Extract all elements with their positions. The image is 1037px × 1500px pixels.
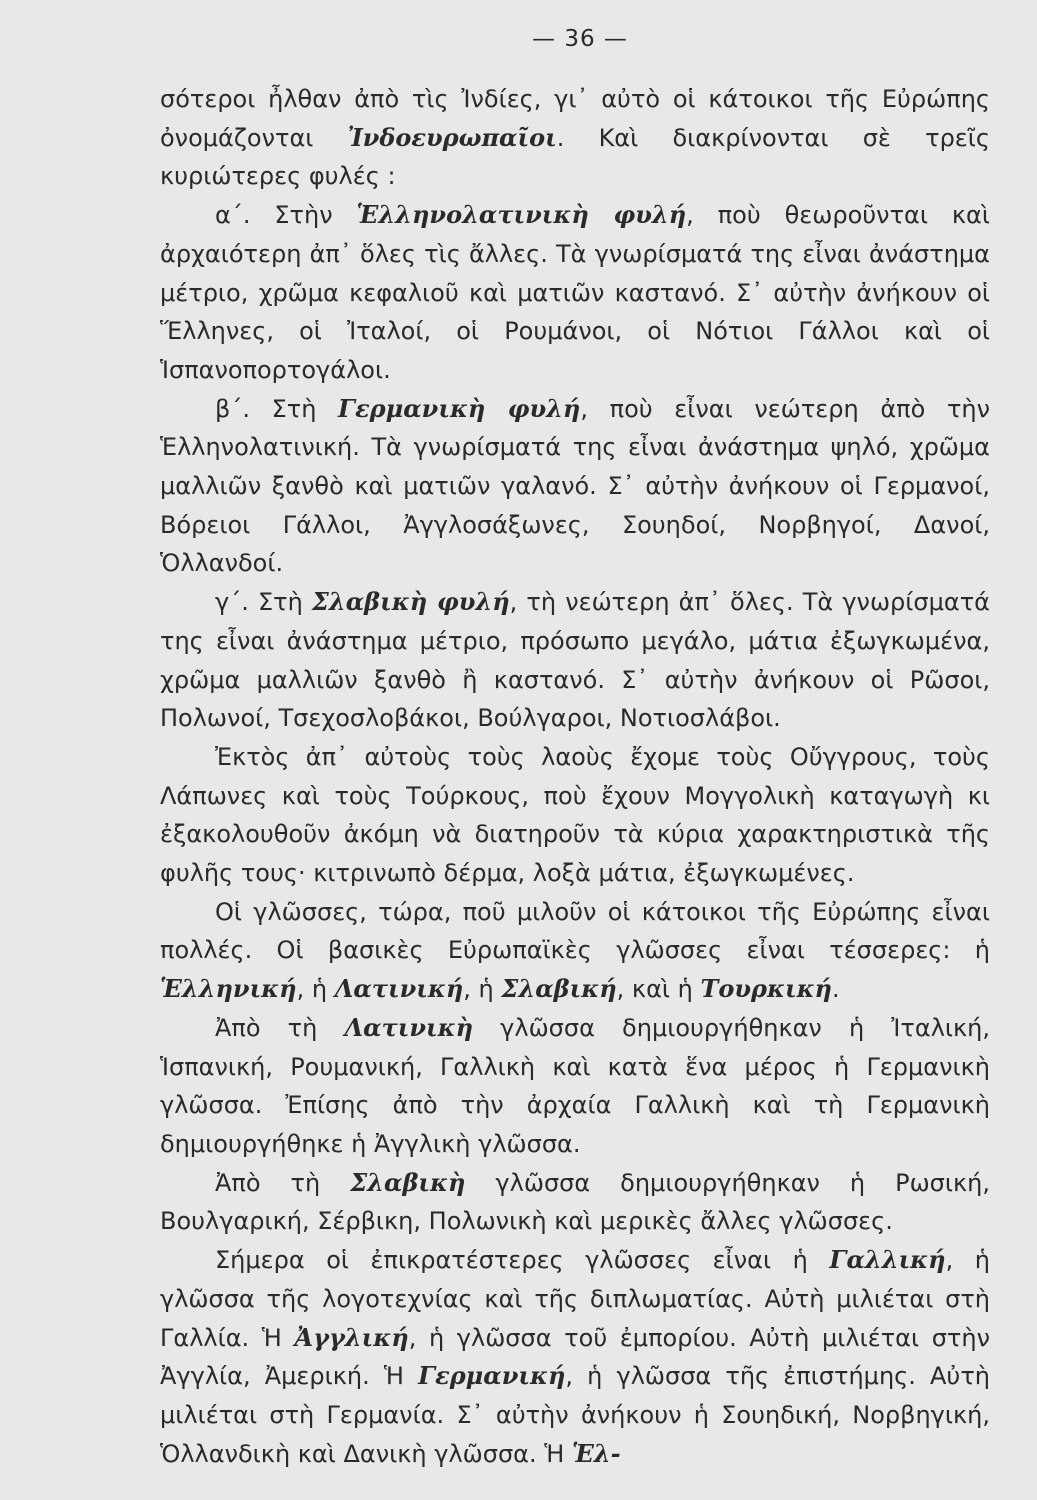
emphasized-term: Σλαβική (501, 974, 617, 1004)
text-run: , τὴ νεώτερη ἀπ᾽ ὅλες. Τὰ γνωρίσματά της εἶναι ἀνάστημα μέτριο, πρόσωπο μεγάλο, μάτια ἐξωγκωμένα, χρῶμα μαλλιῶν ξανθὸ ἢ καστανό. Σ᾽ αὐτὴν ἀνήκουν οἱ Ρῶσοι, Πολωνοί, Τσεχοσλοβάκοι, Βούλγαροι, Νοτιοσλάβοι. (160, 588, 990, 733)
text-run: , ἡ γλῶσσα τοῦ ἐμπορίου. Αὐτὴ μιλιέται στὴν Ἀγγλία, Ἀμερική. Ἡ (160, 1323, 990, 1391)
emphasized-term: Λατινικὴ (344, 1012, 474, 1042)
text-run: Οἱ γλῶσσες, τώρα, ποῦ μιλοῦν οἱ κάτοικοι τῆς Εὐρώπης εἶναι πολλές. Οἱ βασικὲς Εὐρωπαϊκὲς γλῶσσες εἶναι τέσσερες: ἡ (160, 897, 990, 965)
text-run: β΄. Στὴ (215, 394, 339, 423)
emphasized-term: Ἰνδοευρωπαῖοι (347, 122, 557, 152)
emphasized-term: Λατινική (334, 974, 464, 1004)
paragraph (160, 893, 990, 1009)
emphasized-term: Ἑλληνολατινικὴ φυλή (356, 200, 687, 230)
text-run: , ἡ γλῶσσα τῆς ἐπιστήμης. Αὐτὴ μιλιέται στὴ Γερμανία. Σ᾽ αὐτὴν ἀνήκουν ἡ Σουηδική, Νορβηγική, Ὁλλανδικὴ καὶ Δανικὴ γλῶσσα. Ἡ (160, 1362, 990, 1468)
text-run: γ΄. Στὴ (215, 588, 312, 617)
text-run: , ἡ γλῶσσα τῆς λογοτεχνίας καὶ τῆς διπλωματίας. Αὐτὴ μιλιέται στὴ Γαλλία. Ἡ (160, 1246, 990, 1352)
text-run: , ἡ (296, 975, 335, 1004)
paragraph (160, 80, 990, 196)
text-run: σότεροι ἦλθαν ἀπὸ τὶς Ἰνδίες, γι᾽ αὐτὸ οἱ κάτοικοι τῆς Εὐρώπης ὀνομάζονται (160, 85, 990, 152)
emphasized-term: Σλαβικὴ (350, 1167, 466, 1197)
text-run: , ἡ (463, 975, 502, 1004)
paragraph (160, 1164, 990, 1241)
paragraph (160, 196, 990, 390)
emphasized-term: Γαλλική (829, 1245, 946, 1275)
emphasized-term: Ἑλ- (571, 1438, 621, 1468)
paragraph (160, 1241, 990, 1473)
emphasized-term: Τουρκική (700, 974, 833, 1004)
paragraph (160, 390, 990, 584)
emphasized-term: Ἑλληνική (160, 974, 297, 1004)
text-run: , ποὺ εἶναι νεώτερη ἀπὸ τὴν Ἑλληνολατινική. Τὰ γνωρίσματά της εἶναι ἀνάστημα ψηλό, χρῶμα μαλλιῶν ξανθὸ καὶ ματιῶν γαλανό. Σ᾽ αὐτὴν ἀνήκουν οἱ Γερμανοί, Βόρειοι Γάλλοι, Ἀγγλοσάξωνες, Σουηδοί, Νορβηγοί, Δανοί, Ὁλλανδοί. (160, 394, 991, 578)
paragraph (160, 738, 990, 893)
body-text (160, 80, 990, 1473)
text-run: . Καὶ διακρίνονται σὲ τρεῖς κυριώτερες φυλές : (160, 123, 990, 191)
text-run: Ἐκτὸς ἀπ᾽ αὐτοὺς τοὺς λαοὺς ἔχομε τοὺς Οὔγγρους, τοὺς Λάπωνες καὶ τοὺς Τούρκους, ποὺ ἔχουν Μογγολικὴ καταγωγὴ κι ἐξακολουθοῦν ἀκόμη νὰ διατηροῦν τὰ κύρια χαρακτηριστικὰ τῆς φυλῆς τους· κιτρινωπὸ δέρμα, λοξὰ μάτια, ἐξωγκωμένες. (160, 742, 990, 888)
text-run: Ἀπὸ τὴ (215, 1168, 351, 1197)
text-run: , καὶ ἡ (616, 975, 701, 1004)
text-run: . (832, 975, 840, 1004)
page-number: — 36 — (532, 26, 628, 52)
text-run: α΄. Στὴν (215, 201, 357, 230)
emphasized-term: Ἀγγλική (294, 1322, 409, 1352)
text-run: γλῶσσα δημιουργήθηκαν ἡ Ἰταλική, Ἱσπανική, Ρουμανική, Γαλλικὴ καὶ κατὰ ἕνα μέρος ἡ Γερμανικὴ γλῶσσα. Ἐπίσης ἀπὸ τὴν ἀρχαία Γαλλικὴ καὶ τὴ Γερμανικὴ δημιουργήθηκε ἡ Ἀγγλικὴ γλῶσσα. (160, 1013, 991, 1158)
paragraph (160, 583, 990, 738)
text-run: Ἀπὸ τὴ (215, 1013, 345, 1042)
text-run: Σήμερα οἱ ἐπικρατέστερες γλῶσσες εἶναι ἡ (215, 1246, 830, 1275)
paragraph (160, 1009, 990, 1164)
emphasized-term: Γερμανική (418, 1361, 566, 1391)
text-run: γλῶσσα δημιουργήθηκαν ἡ Ρωσική, Βουλγαρική, Σέρβικη, Πολωνικὴ καὶ μερικὲς ἄλλες γλῶσσες. (160, 1168, 990, 1236)
emphasized-term: Σλαβικὴ φυλή (311, 587, 510, 617)
emphasized-term: Γερμανικὴ φυλή (338, 393, 581, 423)
text-run: , ποὺ θεωροῦνται καὶ ἀρχαιότερη ἀπ᾽ ὅλες τὶς ἄλλες. Τὰ γνωρίσματά της εἶναι ἀνάστημα μέτριο, χρῶμα κεφαλιοῦ καὶ ματιῶν καστανό. Σ᾽ αὐτὴν ἀνήκουν οἱ Ἕλληνες, οἱ Ἰταλοί, οἱ Ρουμάνοι, οἱ Νότιοι Γάλλοι καὶ οἱ Ἱσπανοπορτογάλοι. (160, 201, 990, 384)
